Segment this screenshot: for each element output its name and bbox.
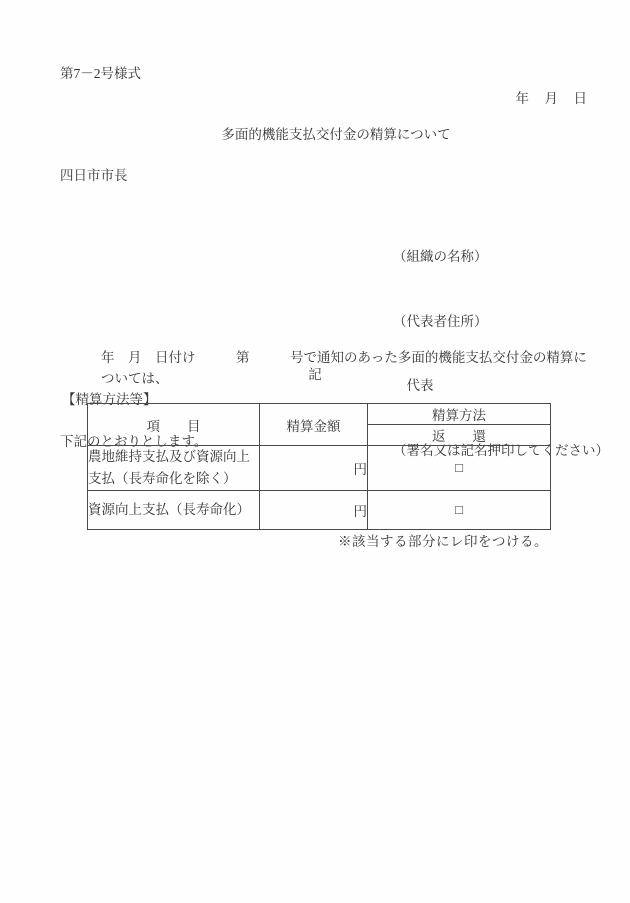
header-method-return: 返 還 (368, 425, 551, 446)
header-method: 精算方法 (368, 404, 551, 425)
sign-or-seal-note: （署名又は記名押印してください） (393, 442, 609, 458)
representative-label: 代表 (393, 378, 434, 393)
section-heading: 【精算方法等】 (62, 392, 157, 407)
return-checkbox[interactable]: □ (368, 491, 551, 530)
table-header-row (88, 404, 551, 425)
body-line-2: 下記のとおりとします。 (60, 434, 208, 449)
row-amount-unit: 円 (260, 446, 368, 491)
date-blank-line: 年 月 日 (515, 91, 588, 106)
row-item-label: 資源向上支払（長寿命化） (88, 491, 260, 530)
table-row (88, 491, 551, 530)
checkbox-instruction-note: ※該当する部分にレ印をつける。 (338, 534, 548, 549)
representative-address-label: （代表者住所） (393, 313, 488, 329)
return-checkbox[interactable]: □ (368, 446, 551, 491)
row-item-label: 農地維持支払及び資源向上支払（長寿命化を除く） (88, 446, 260, 491)
row-amount-unit: 円 (260, 491, 368, 530)
body-line-1: 年 月 日付け 第 号で通知のあった多面的機能支払交付金の精算については、 (101, 350, 587, 386)
table-row (88, 446, 551, 491)
settlement-table (87, 403, 548, 530)
header-amount: 精算金額 (260, 404, 368, 446)
header-item: 項 目 (88, 404, 260, 446)
page-title: 多面的機能支払交付金の精算について (221, 127, 451, 142)
form-number: 第7－2号様式 (60, 66, 141, 81)
record-marker: 記 (308, 367, 322, 382)
addressee: 四日市市長 (60, 168, 128, 183)
organization-name-label: （組織の名称） (393, 249, 488, 264)
